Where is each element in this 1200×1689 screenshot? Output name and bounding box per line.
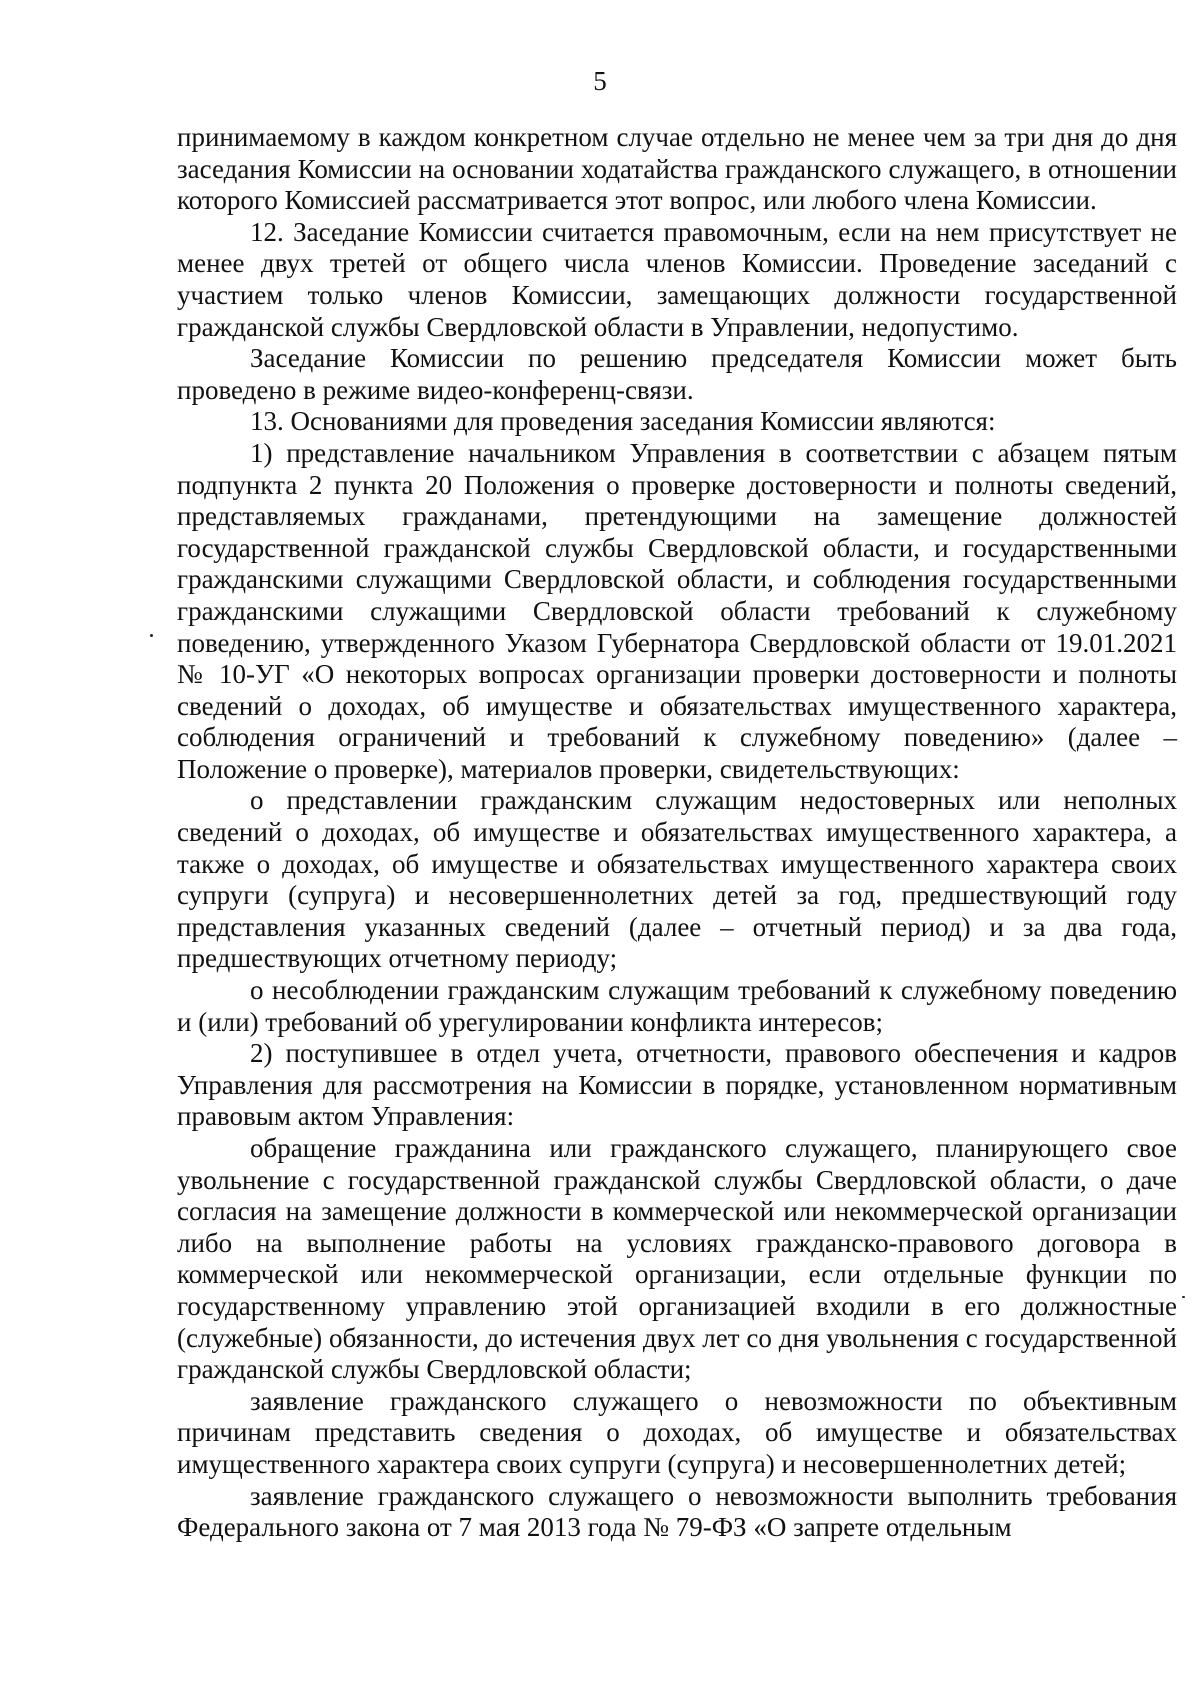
paragraph-item-12: 12. Заседание Комиссии считается правомочным, если на нем присутствует не менее двух третей от общего числа членов Комиссии. Проведение заседаний с участием только членов Комиссии, замещающих должности государственной гражданской службы Свердловской области в Управлении, недопустимо.	[177, 216, 1177, 342]
paragraph-subitem-1: 1) представление начальником Управления в соответствии с абзацем пятым подпункта 2 пункта 20 Положения о проверке достоверности и полноты сведений, представляемых гражданами, претендующими на замещение должностей государственной гражданской службы Свердловской области, и государственными гражданскими служащими Свердловской области, и соблюдения государственными гражданскими служащими Свердловской области требований к служебному поведению, утвержденного Указом Губернатора Свердловской области от 19.01.2021 № 10-УГ «О некоторых вопросах организации проверки достоверности и полноты сведений о доходах, об имуществе и обязательствах имущественного характера, соблюдения ограничений и требований к служебному поведению» (далее – Положение о проверке), материалов проверки, свидетельствующих:	[177, 437, 1177, 784]
paragraph-item-13: 13. Основаниями для проведения заседания Комиссии являются:	[250, 406, 996, 437]
scan-speck	[1182, 1296, 1185, 1298]
paragraph-false-information: о представлении гражданским служащим недостоверных или неполных сведений о доходах, об имуществе и обязательствах имущественного характера, а также о доходах, об имуществе и обязательствах имущественного характера своих супруги (супруга) и несовершеннолетних детей за год, предшествующий году представления указанных сведений (далее – отчетный период) и за два года, предшествующих отчетному периоду;	[177, 785, 1177, 974]
paragraph-continuation: принимаемому в каждом конкретном случае отдельно не менее чем за три дня до дня заседания Комиссии на основании ходатайства гражданского служащего, в отношении которого Комиссией рассматривается этот вопрос, или любого члена Комиссии.	[177, 122, 1177, 216]
paragraph-statement-income: заявление гражданского служащего о невозможности по объективным причинам представить сведения о доходах, об имуществе и обязательствах имущественного характера своих супруги (супруга) и несовершеннолетних детей;	[177, 1385, 1177, 1479]
document-body	[177, 122, 1177, 1544]
paragraph-non-compliance: о несоблюдении гражданским служащим требований к служебному поведению и (или) требований об урегулировании конфликта интересов;	[177, 975, 1177, 1037]
page-number: 5	[593, 66, 607, 96]
paragraph-subitem-2: 2) поступившее в отдел учета, отчетности, правового обеспечения и кадров Управления для рассмотрения на Комиссии в порядке, установленном нормативным правовым актом Управления:	[177, 1038, 1177, 1132]
scan-speck	[150, 634, 153, 637]
paragraph-statement-law: заявление гражданского служащего о невозможности выполнить требования Федерального закона от 7 мая 2013 года № 79-ФЗ «О запрете отдельным	[177, 1480, 1177, 1543]
paragraph-video-conference: Заседание Комиссии по решению председателя Комиссии может быть проведено в режиме видео-конференц-связи.	[177, 343, 1177, 405]
paragraph-citizen-appeal: обращение гражданина или гражданского служащего, планирующего свое увольнение с государственной гражданской службы Свердловской области, о даче согласия на замещение должности в коммерческой или некоммерческой организации либо на выполнение работы на условиях гражданско-правового договора в коммерческой или некоммерческой организации, если отдельные функции по государственному управлению этой организацией входили в его должностные (служебные) обязанности, до истечения двух лет со дня увольнения с государственной гражданской службы Свердловской области;	[177, 1133, 1177, 1385]
